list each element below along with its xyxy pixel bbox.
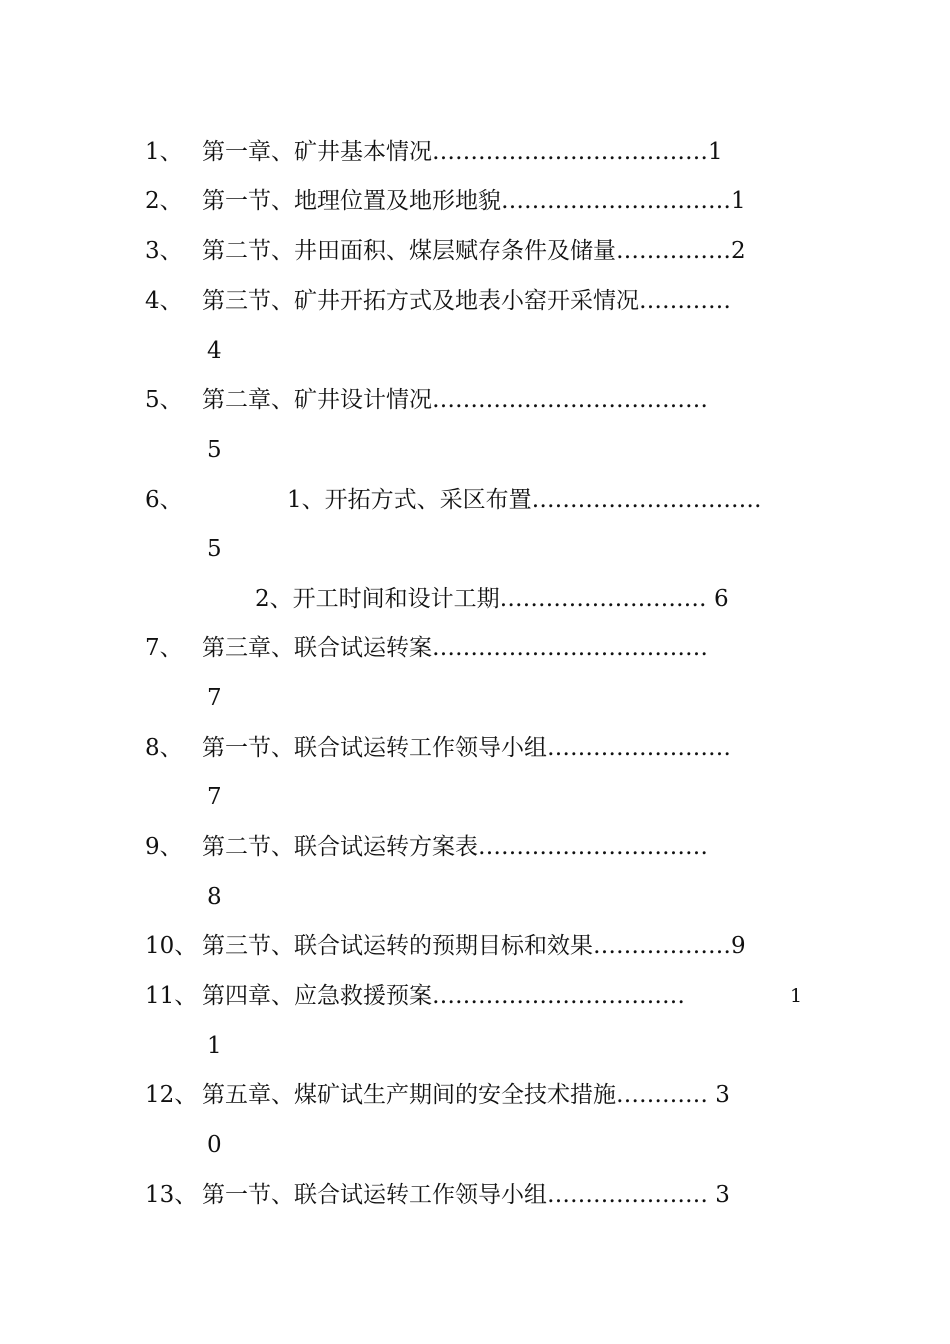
toc-entry-5-page-wrap xyxy=(0,430,950,470)
toc-entry-6-sub[interactable] xyxy=(0,579,950,619)
entry-page-number: 0 xyxy=(207,1132,222,1158)
entry-title: 第二节、井田面积、煤层赋存条件及储量……………2 xyxy=(202,238,746,264)
entry-title: 第五章、煤矿试生产期间的安全技术措施………… 3 xyxy=(202,1082,730,1108)
entry-page-number: 4 xyxy=(207,338,222,364)
entry-number: 3、 xyxy=(145,238,183,264)
toc-entry-10[interactable] xyxy=(0,926,950,966)
entry-title: 第三节、联合试运转的预期目标和效果………………9 xyxy=(202,933,746,959)
toc-entry-9-page-wrap xyxy=(0,877,950,917)
entry-page-number: 8 xyxy=(207,884,222,910)
entry-number: 10、 xyxy=(145,933,198,959)
entry-page-number: 1 xyxy=(790,985,803,1007)
entry-number: 6、 xyxy=(145,487,183,513)
entry-title: 第三节、矿井开拓方式及地表小窑开采情况………… xyxy=(202,288,731,314)
toc-entry-4[interactable] xyxy=(0,281,950,321)
toc-entry-3[interactable] xyxy=(0,231,950,271)
toc-entry-13[interactable] xyxy=(0,1175,950,1215)
entry-number: 13、 xyxy=(145,1182,198,1208)
toc-entry-7[interactable] xyxy=(0,628,950,668)
toc-entry-12[interactable] xyxy=(0,1075,950,1115)
toc-entry-2[interactable] xyxy=(0,181,950,221)
entry-title: 第一章、矿井基本情况………………………………1 xyxy=(202,139,723,165)
entry-title: 第一节、地理位置及地形地貌…………………………1 xyxy=(202,188,746,214)
entry-number: 8、 xyxy=(145,735,183,761)
entry-title: 第一节、联合试运转工作领导小组…………………… xyxy=(202,735,731,761)
entry-title: 第一节、联合试运转工作领导小组………………… 3 xyxy=(202,1182,730,1208)
toc-entry-6[interactable] xyxy=(0,480,950,520)
entry-page-number: 5 xyxy=(207,536,222,562)
entry-number: 11、 xyxy=(145,983,198,1009)
toc-entry-6-page-wrap xyxy=(0,529,950,569)
toc-entry-7-page-wrap xyxy=(0,678,950,718)
entry-title: 2、开工时间和设计工期……………………… 6 xyxy=(255,586,729,612)
entry-title: 1、开拓方式、采区布置………………………… xyxy=(287,487,762,513)
entry-page-number: 5 xyxy=(207,437,222,463)
toc-entry-11[interactable] xyxy=(0,976,950,1016)
entry-number: 12、 xyxy=(145,1082,198,1108)
entry-page-number: 7 xyxy=(207,685,222,711)
toc-entry-12-page-wrap xyxy=(0,1125,950,1165)
toc-entry-8-page-wrap xyxy=(0,777,950,817)
entry-title: 第四章、应急救援预案…………………………… xyxy=(202,983,685,1009)
toc-entry-8[interactable] xyxy=(0,728,950,768)
toc-entry-11-page-wrap xyxy=(0,1026,950,1066)
entry-number: 9、 xyxy=(145,834,183,860)
entry-page-number: 7 xyxy=(207,784,222,810)
entry-title: 第二节、联合试运转方案表………………………… xyxy=(202,834,708,860)
toc-entry-9[interactable] xyxy=(0,827,950,867)
entry-title: 第二章、矿井设计情况……………………………… xyxy=(202,387,708,413)
entry-number: 7、 xyxy=(145,635,183,661)
entry-page-number: 1 xyxy=(207,1033,222,1059)
toc-entry-5[interactable] xyxy=(0,380,950,420)
entry-number: 5、 xyxy=(145,387,183,413)
entry-number: 4、 xyxy=(145,288,183,314)
toc-entry-1[interactable] xyxy=(0,132,950,172)
toc-entry-4-page-wrap xyxy=(0,331,950,371)
entry-number: 2、 xyxy=(145,188,183,214)
entry-number: 1、 xyxy=(145,139,183,165)
entry-title: 第三章、联合试运转案……………………………… xyxy=(202,635,708,661)
